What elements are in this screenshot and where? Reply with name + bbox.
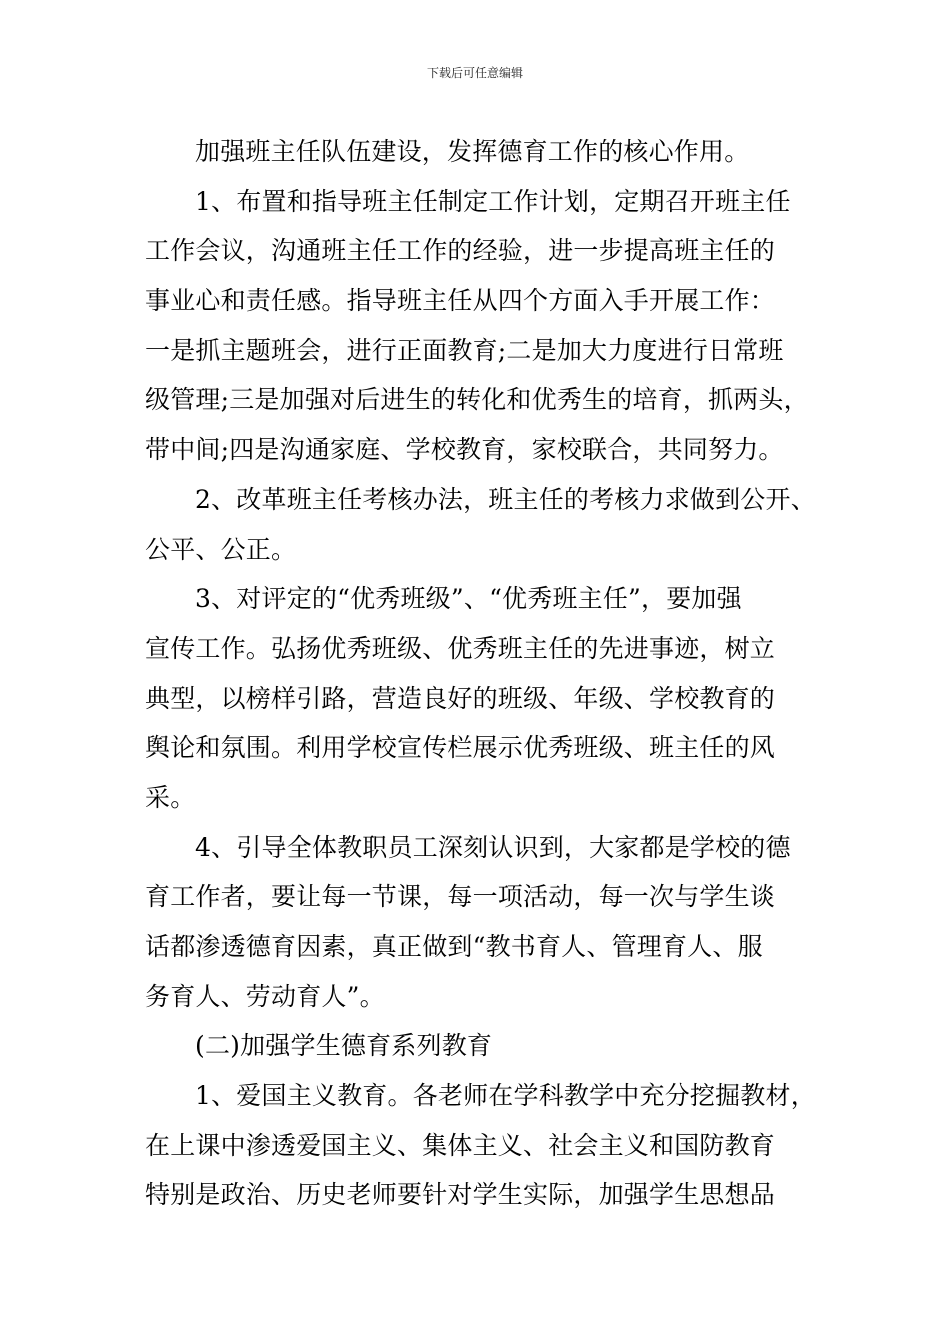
text-line: 工作会议，沟通班主任工作的经验，进一步提高班主任的 xyxy=(145,236,776,266)
document-body xyxy=(145,127,825,1220)
paragraph-class-teacher-intro xyxy=(145,127,825,177)
section-heading-moral-education xyxy=(145,1021,825,1071)
text-line: 舆论和氛围。利用学校宣传栏展示优秀班级、班主任的风 xyxy=(145,733,776,763)
text-line: 典型，以榜样引路，营造良好的班级、年级、学校教育的 xyxy=(145,683,776,713)
paragraph-item-1 xyxy=(145,177,825,475)
text-line: 宣传工作。弘扬优秀班级、优秀班主任的先进事迹，树立 xyxy=(145,633,776,663)
paragraph-item-4 xyxy=(145,823,825,1022)
text-line: 在上课中渗透爱国主义、集体主义、社会主义和国防教育 xyxy=(145,1130,776,1160)
text-line: 级管理;三是加强对后进生的转化和优秀生的培育，抓两头， xyxy=(145,385,809,415)
text-line: 话都渗透德育因素，真正做到“教书育人、管理育人、服 xyxy=(145,932,763,961)
text-line: 育工作者，要让每一节课，每一项活动，每一次与学生谈 xyxy=(145,882,776,912)
text-line: 带中间;四是沟通家庭、学校教育，家校联合，共同努力。 xyxy=(145,435,784,465)
text-line: 公平、公正。 xyxy=(145,534,297,564)
text-line: 采。 xyxy=(145,782,196,812)
text-line: 特别是政治、历史老师要针对学生实际，加强学生思想品 xyxy=(145,1180,776,1210)
text-line: 2、改革班主任考核办法，班主任的考核力求做到公开、 xyxy=(195,484,816,514)
text-line: 一是抓主题班会，进行正面教育;二是加大力度进行日常班 xyxy=(145,335,784,365)
page-header: 下载后可任意编辑 xyxy=(426,66,523,80)
text-line: 事业心和责任感。指导班主任从四个方面入手开展工作： xyxy=(145,286,776,316)
paragraph-item-2 xyxy=(145,475,825,574)
paragraph-item-3 xyxy=(145,574,825,822)
text-line: 务育人、劳动育人”。 xyxy=(145,981,385,1011)
section-heading: (二)加强学生德育系列教育 xyxy=(195,1031,493,1061)
text-line: 加强班主任队伍建设，发挥德育工作的核心作用。 xyxy=(195,137,750,166)
text-line: 1、布置和指导班主任制定工作计划，定期召开班主任 xyxy=(195,186,791,216)
text-line: 4、引导全体教职员工深刻认识到，大家都是学校的德 xyxy=(195,832,791,862)
text-line: 3、对评定的“优秀班级”、“优秀班主任”，要加强 xyxy=(195,584,742,614)
paragraph-patriotism xyxy=(145,1071,825,1220)
text-line: 1、爱国主义教育。各老师在学科教学中充分挖掘教材， xyxy=(195,1081,816,1111)
